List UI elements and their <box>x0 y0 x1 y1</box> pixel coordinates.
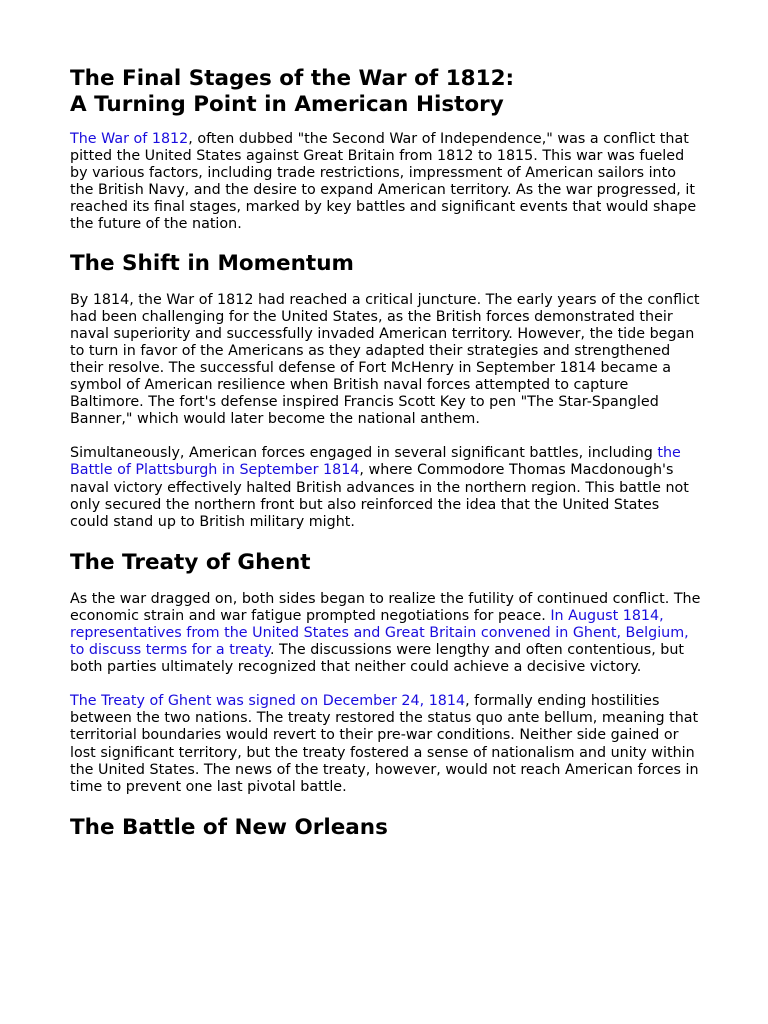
momentum-paragraph-2 <box>70 445 702 530</box>
intro-text: , often dubbed "the Second War of Independence," was a conflict that pitted the United States against Great Britain from 1812 to 1815. This war was fueled by various factors, including trade restrictions, impressment of American sailors into the British Navy, and the desire to expand American territory. As the war progressed, it reached its final stages, marked by key battles and significant events that would shape the future of the nation. <box>70 131 697 233</box>
intro-paragraph <box>70 131 702 234</box>
battle-of-plattsburgh-link[interactable]: the Battle of Plattsburgh in September 1814 <box>70 445 681 479</box>
momentum-p2-after: , where Commodore Thomas Macdonough's naval victory effectively halted British advances in the northern region. This battle not only secured the northern front but also reinforced the idea that the United States could stand up to British military might. <box>70 462 689 530</box>
treaty-p2-after: , formally ending hostilities between the two nations. The treaty restored the status quo ante bellum, meaning that territorial boundaries would revert to their pre-war conditions. Neither side gained or lost significant territory, but the treaty fostered a sense of nationalism and unity within the United States. The news of the treaty, however, would not reach American forces in time to prevent one last pivotal battle. <box>70 693 699 795</box>
article-title <box>70 66 702 118</box>
treaty-p1-after: . The discussions were lengthy and often contentious, but both parties ultimately recognized that neither could achieve a decisive victory. <box>70 642 685 676</box>
treaty-paragraph-1 <box>70 591 702 676</box>
treaty-p1-before: As the war dragged on, both sides began to realize the futility of continued conflict. The economic strain and war fatigue prompted negotiations for peace. <box>70 590 701 624</box>
section-heading-treaty-of-ghent: The Treaty of Ghent <box>70 549 311 575</box>
section-heading-shift-in-momentum: The Shift in Momentum <box>70 250 354 276</box>
article-title-line-2: A Turning Point in American History <box>70 92 504 117</box>
ghent-negotiations-link[interactable]: In August 1814, representatives from the United States and Great Britain convened in Ghent, Belgium, to discuss terms for a treaty <box>70 607 689 659</box>
treaty-signed-link[interactable]: The Treaty of Ghent was signed on December 24, 1814 <box>70 693 466 710</box>
momentum-paragraph-1: By 1814, the War of 1812 had reached a critical juncture. The early years of the conflict had been challenging for the United States, as the British forces demonstrated their naval superiority and successfully invaded American territory. However, the tide began to turn in favor of the Americans as they adapted their strategies and strengthened their resolve. The successful defense of Fort McHenry in September 1814 became a symbol of American resilience when British naval forces attempted to capture Baltimore. The fort's defense inspired Francis Scott Key to pen "The Star-Spangled Banner," which would later become the national anthem. <box>70 291 700 428</box>
section-heading-battle-of-new-orleans: The Battle of New Orleans <box>70 814 388 840</box>
war-of-1812-link[interactable]: The War of 1812 <box>70 131 189 147</box>
article-title-line-1: The Final Stages of the War of 1812: <box>70 66 515 91</box>
momentum-p2-before: Simultaneously, American forces engaged in several significant battles, including <box>70 445 658 462</box>
treaty-paragraph-2 <box>70 693 702 796</box>
